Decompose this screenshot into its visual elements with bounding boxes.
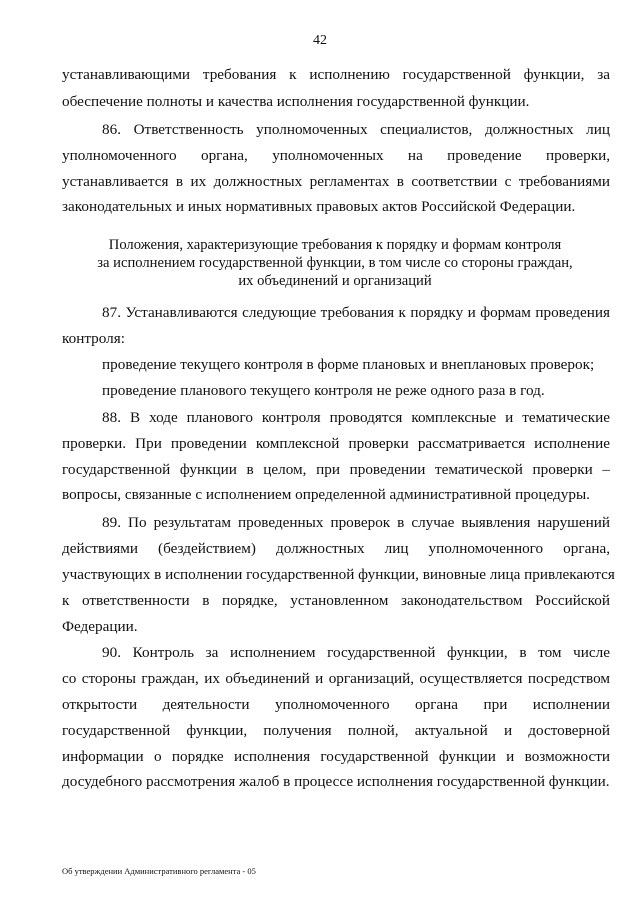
paragraph-line: проверки. При проведении комплексной проверки рассматривается исполнение <box>62 435 610 452</box>
paragraph-line: 89. По результатам проведенных проверок в случае выявления нарушений <box>102 514 610 531</box>
paragraph-line: законодательных и иных нормативных правовых актов Российской Федерации. <box>62 198 576 215</box>
paragraph-line: устанавливающими требования к исполнению государственной функции, за <box>62 66 610 83</box>
paragraph-line: вопросы, связанные с исполнением определенной административной процедуры. <box>62 486 590 503</box>
paragraph-line: к ответственности в порядке, установленном законодательством Российской <box>62 592 610 609</box>
section-heading: Положения, характеризующие требования к порядку и формам контроля <box>108 237 562 253</box>
paragraph-line: 88. В ходе планового контроля проводятся комплексные и тематические <box>102 409 610 426</box>
paragraph-line: информации о порядке исполнения государственной функции и возможности <box>62 748 610 765</box>
paragraph-line: контроля: <box>62 330 125 347</box>
paragraph-line: Федерации. <box>62 618 138 635</box>
list-item: проведение текущего контроля в форме плановых и внеплановых проверок; <box>102 356 595 373</box>
paragraph-line: со стороны граждан, их объединений и организаций, осуществляется посредством <box>62 670 610 687</box>
paragraph-line: 87. Устанавливаются следующие требования к порядку и формам проведения <box>102 304 610 321</box>
paragraph-line: действиями (бездействием) должностных лиц уполномоченного органа, <box>62 540 610 557</box>
paragraph-line: государственной функции, получения полной, актуальной и достоверной <box>62 722 610 739</box>
paragraph-line: досудебного рассмотрения жалоб в процессе исполнения государственной функции. <box>62 773 610 790</box>
section-heading: за исполнением государственной функции, в том числе со стороны граждан, <box>97 255 573 271</box>
page-footer: Об утверждении Административного регламента - 05 <box>62 866 256 876</box>
list-item: проведение планового текущего контроля не реже одного раза в год. <box>102 382 545 399</box>
paragraph-line: уполномоченного органа, уполномоченных на проведение проверки, <box>62 147 610 164</box>
paragraph-line: государственной функции в целом, при проведении тематической проверки – <box>62 461 610 478</box>
page-number: 42 <box>313 33 327 48</box>
paragraph-line: открытости деятельности уполномоченного органа при исполнении <box>62 696 610 713</box>
section-heading: их объединений и организаций <box>238 273 432 289</box>
paragraph-line: 86. Ответственность уполномоченных специалистов, должностных лиц <box>102 121 610 138</box>
paragraph-line: устанавливается в их должностных регламентах в соответствии с требованиями <box>62 173 610 190</box>
paragraph-line: 90. Контроль за исполнением государственной функции, в том числе <box>102 644 610 661</box>
paragraph-line: участвующих в исполнении государственной функции, виновные лица привлекаются <box>62 566 615 583</box>
paragraph-line: обеспечение полноты и качества исполнения государственной функции. <box>62 93 530 110</box>
